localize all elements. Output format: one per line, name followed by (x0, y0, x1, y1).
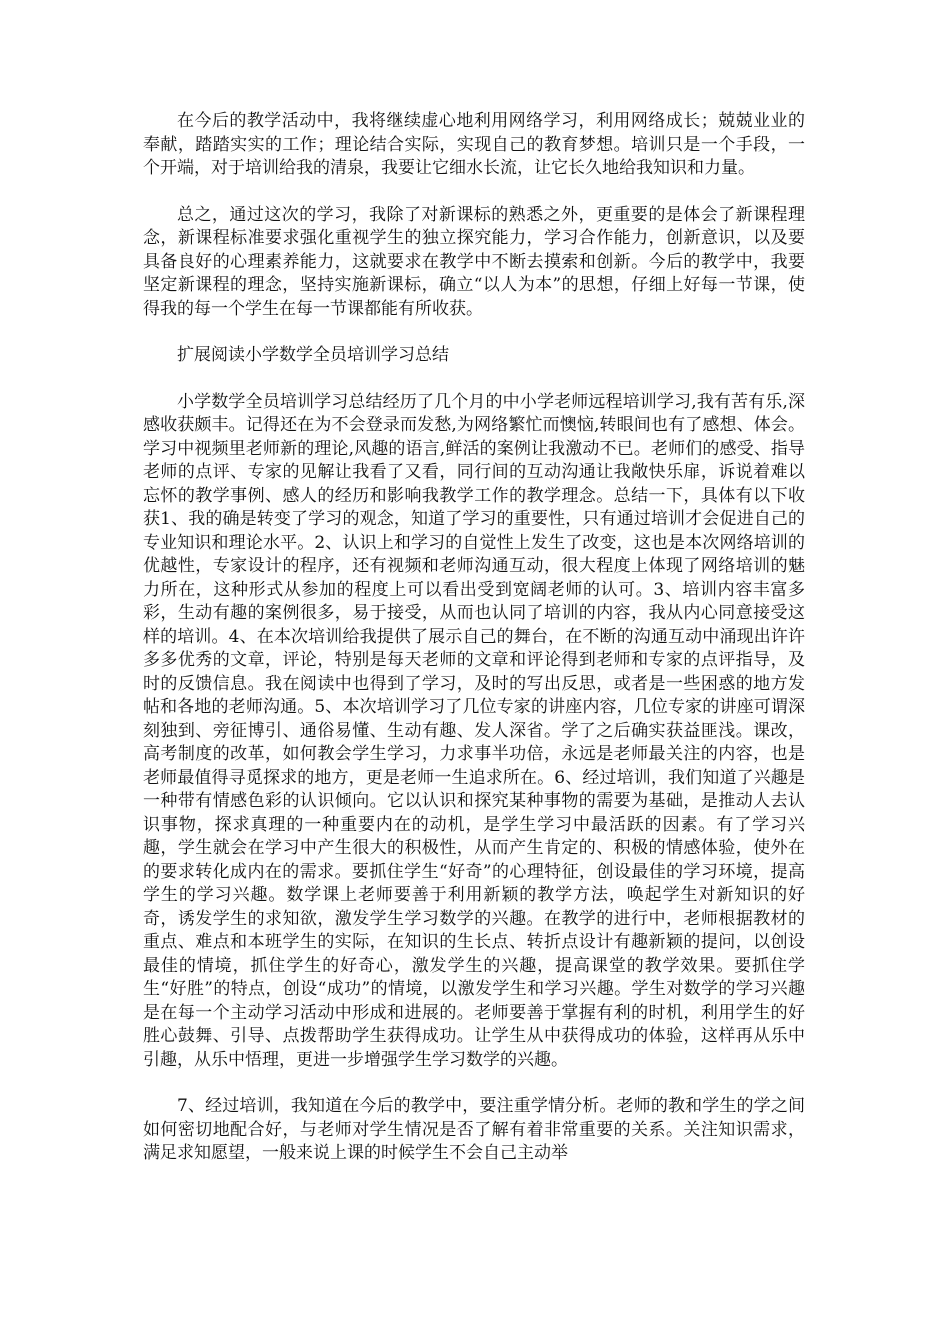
paragraph-closing-reflection: 在今后的教学活动中，我将继续虚心地利用网络学习，利用网络成长；兢兢业业的奉献，踏踏实实的工作；理论结合实际，实现自己的教育梦想。培训只是一个手段，一个开端，对于培训给我的清泉，我要让它细水长流，让它长久地给我知识和力量。 (143, 111, 805, 178)
paragraph-point-seven: 7、经过培训，我知道在今后的教学中，要注重学情分析。老师的教和学生的学之间如何密切地配合好，与老师对学生情况是否了解有着非常重要的关系。关注知识需求，满足求知愿望，一般来说上课的时候学生不会自己主动举 (143, 1096, 805, 1163)
paragraph-summary: 总之，通过这次的学习，我除了对新课标的熟悉之外，更重要的是体会了新课程理念，新课程标准要求强化重视学生的独立探究能力，学习合作能力，创新意识，以及要具备良好的心理素养能力，这就要求在教学中不断去摸索和创新。今后的教学中，我要坚定新课程的理念，坚持实施新课标，确立“以人为本”的思想，仔细上好每一节课，使得我的每一个学生在每一节课都能有所收获。 (143, 204, 805, 319)
section-heading: 扩展阅读小学数学全员培训学习总结 (177, 345, 449, 365)
document-body (143, 110, 805, 1189)
paragraph-training-summary: 小学数学全员培训学习总结经历了几个月的中小学老师远程培训学习,我有苦有乐,深感收获颇丰。记得还在为不会登录而发愁,为网络繁忙而懊恼,转眼间也有了感想、体会。学习中视频里老师新的理论,风趣的语言,鲜活的案例让我激动不已。老师们的感受、指导老师的点评、专家的见解让我看了又看，同行间的互动沟通让我敞快乐扉，诉说着难以忘怀的教学事例、感人的经历和影响我教学工作的教学理念。总结一下，具体有以下收获1、我的确是转变了学习的观念，知道了学习的重要性，只有通过培训才会促进自己的专业知识和理论水平。2、认识上和学习的自觉性上发生了改变，这也是本次网络培训的优越性，专家设计的程序，还有视频和老师沟通互动，很大程度上体现了网络培训的魅力所在，这种形式从参加的程度上可以看出受到宽阔老师的认可。3、培训内容丰富多彩，生动有趣的案例很多，易于接受，从而也认同了培训的内容，我从内心同意接受这样的培训。4、在本次培训给我提供了展示自己的舞台，在不断的沟通互动中涌现出许许多多优秀的文章，评论，特别是每天老师的文章和评论得到老师和专家的点评指导，及时的反馈信息。我在阅读中也得到了学习，及时的写出反思，或者是一些困惑的地方发帖和各地的老师沟通。5、本次培训学习了几位专家的讲座内容，几位专家的讲座可谓深刻独到、旁征博引、通俗易懂、生动有趣、发人深省。学了之后确实获益匪浅。课改，高考制度的改革，如何教会学生学习，力求事半功倍，永远是老师最关注的内容，也是老师最值得寻觅探求的地方，更是老师一生追求所在。6、经过培训，我们知道了兴趣是一种带有情感色彩的认识倾向。它以认识和探究某种事物的需要为基础，是推动人去认识事物，探求真理的一种重要内在的动机，是学生学习中最活跃的因素。有了学习兴趣，学生就会在学习中产生很大的积极性，从而产生肯定的、积极的情感体验，使外在的要求转化成内在的需求。要抓住学生“好奇”的心理特征，创设最佳的学习环境，提高学生的学习兴趣。数学课上老师要善于利用新颖的教学方法，唤起学生对新知识的好奇，诱发学生的求知欲，激发学生学习数学的兴趣。在教学的进行中，老师根据教材的重点、难点和本班学生的实际，在知识的生长点、转折点设计有趣新颖的提问，以创设最佳的情境，抓住学生的好奇心，激发学生的兴趣，提高课堂的教学效果。要抓住学生“好胜”的特点，创设“成功”的情境，以激发学生和学习兴趣。学生对数学的学习兴趣是在每一个主动学习活动中形成和进展的。老师要善于掌握有利的时机，利用学生的好胜心鼓舞、引导、点拨帮助学生获得成功。让学生从中获得成功的体验，这样再从乐中引趣，从乐中悟理，更进一步增强学生学习数学的兴趣。 (143, 391, 805, 1070)
